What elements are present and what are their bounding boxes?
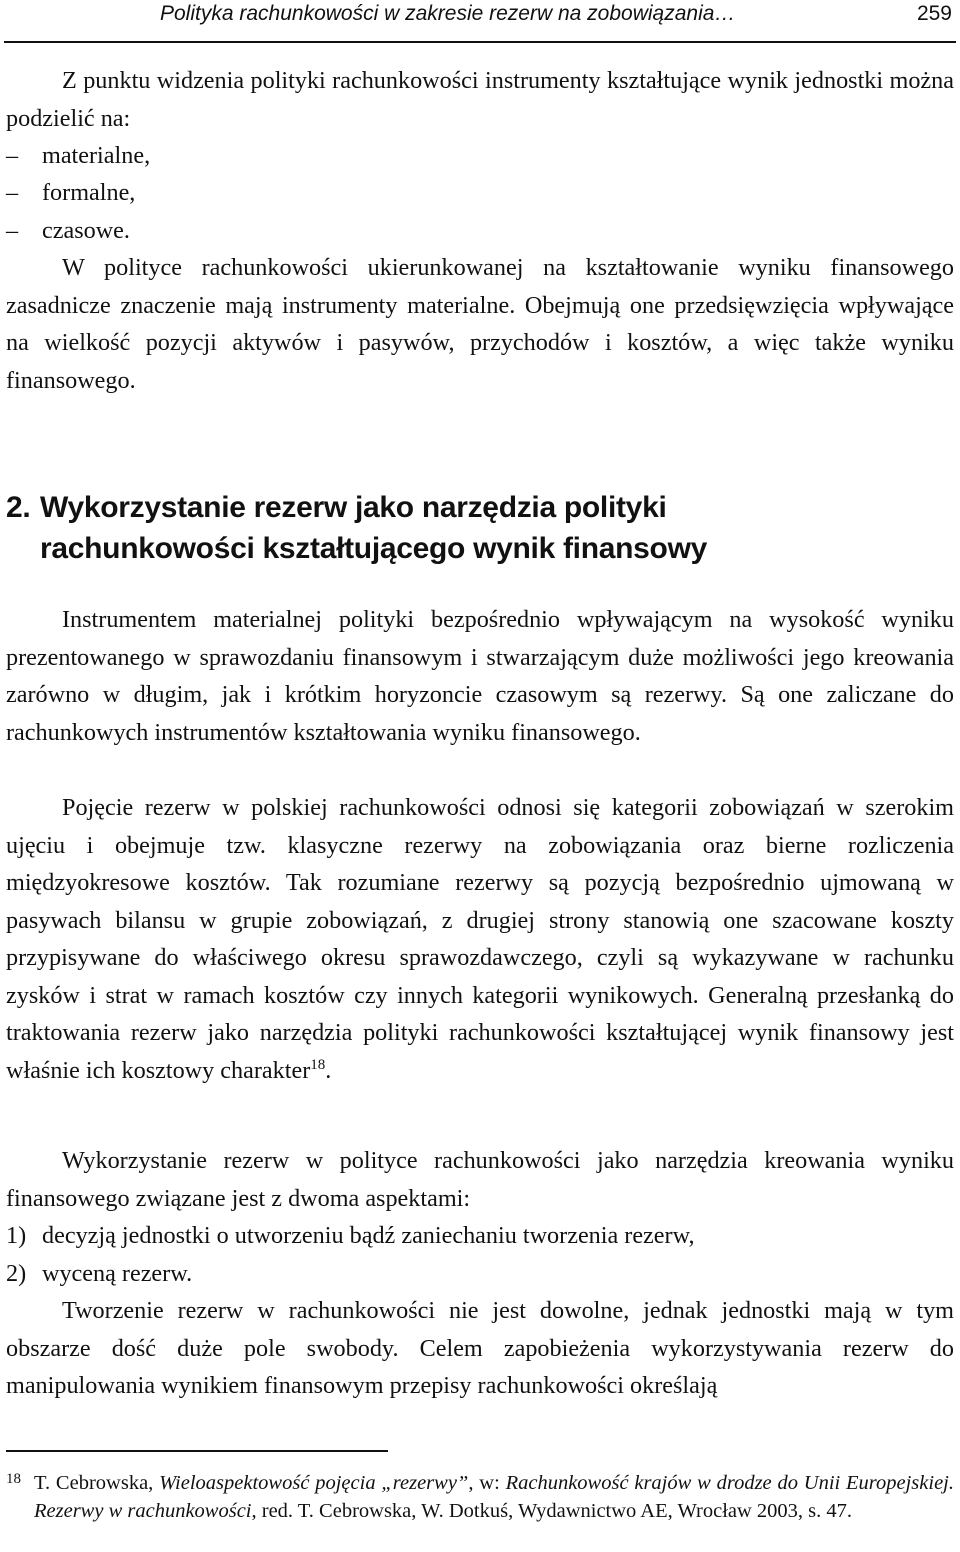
- list-item-text: formalne,: [42, 179, 136, 206]
- footnote: [6, 1470, 954, 1525]
- list-item-text: czasowe.: [42, 217, 130, 244]
- section-number: 2.: [6, 491, 31, 524]
- numbered-item: [6, 1255, 946, 1293]
- footnote-rest: , red. T. Cebrowska, W. Dotkuś, Wydawnictwo AE, Wrocław 2003, s. 47.: [251, 1499, 853, 1522]
- list-item: [6, 137, 946, 175]
- footnote-mark: 18: [6, 1471, 21, 1487]
- list-item: [6, 174, 946, 212]
- item-number: 1): [6, 1222, 27, 1249]
- item-text: wyceną rezerw.: [42, 1260, 193, 1287]
- running-title: Polityka rachunkowości w zakresie rezerw na zobowiązania…: [160, 2, 736, 25]
- paragraph: Tworzenie rezerw w rachunkowości nie jest dowolne, jednak jednostki mają w tym obszarze dość duże pole swobody. Celem zapobieżenia wykorzystywania rezerw do manipulowania wynikiem finansowym przepisy rachunkowości określają: [6, 1297, 954, 1399]
- list-dash: –: [6, 142, 19, 169]
- item-number: 2): [6, 1260, 27, 1287]
- paragraph: W polityce rachunkowości ukierunkowanej na kształtowanie wyniku finansowego zasadnicze znaczenie mają instrumenty materialne. Obejmują one przedsięwzięcia wpływające na wielkość pozycji aktywów i pasywów, przychodów i kosztów, a więc także wyniku finansowego.: [6, 254, 954, 394]
- page-header: [0, 0, 960, 46]
- footnote-source: Rachunkowość krajów w drodze do Unii Europejskiej. Rezerwy w rachunkowości: [34, 1472, 954, 1522]
- paragraph: Wykorzystanie rezerw w polityce rachunkowości jako narzędzia kreowania wyniku finansowego związane jest z dwoma aspektami:: [6, 1147, 954, 1212]
- section-title-line2: rachunkowości kształtującego wynik finansowy: [40, 532, 707, 565]
- footnote-text: [34, 1470, 954, 1525]
- paragraph: [6, 789, 954, 1089]
- list-dash: –: [6, 217, 19, 244]
- list-item: [6, 212, 946, 250]
- paragraph: Instrumentem materialnej polityki bezpośrednio wpływającym na wysokość wyniku prezentowanego w sprawozdaniu finansowym i stwarzającym duże możliwości jego kreowania zarówno w długim, jak i krótkim horyzoncie czasowym są rezerwy. Są one zaliczane do rachunkowych instrumentów kształtowania wyniku finansowego.: [6, 606, 954, 746]
- footnote-title: Wieloaspektowość pojęcia „rezerwy”: [159, 1472, 469, 1494]
- item-text: decyzją jednostki o utworzeniu bądź zaniechaniu tworzenia rezerw,: [42, 1222, 695, 1249]
- header-rule: [4, 41, 956, 43]
- paragraph-text: Pojęcie rezerw w polskiej rachunkowości odnosi się kategorii zobowiązań w szerokim ujęciu i obejmuje tzw. klasyczne rezerwy na zobowiązania oraz bierne rozliczenia międzyokresowe kosztów. Tak rozumiane rezerwy są pozycją bezpośrednio ujmowaną w pasywach bilansu w grupie zobowiązań, z drugiej strony stanowią one szacowane koszty przypisywane do właściwego okresu sprawozdawczego, czyli są wykazywane w rachunku zysków i strat w ramach kosztów czy innych kategorii wynikowych. Generalną przesłanką do traktowania rezerw jako narzędzia polityki rachunkowości kształtującej wynik finansowy jest właśnie ich kosztowy charakter: [6, 794, 954, 1084]
- footnote-author: T. Cebrowska,: [34, 1472, 160, 1494]
- intro-paragraph: Z punktu widzenia polityki rachunkowości instrumenty kształtujące wynik jednostki można podzielić na:: [6, 67, 954, 132]
- list-dash: –: [6, 179, 19, 206]
- paragraph-end: .: [325, 1056, 332, 1084]
- section-title-line1: Wykorzystanie rezerw jako narzędzia polityki: [40, 491, 667, 524]
- footnote-mid: , w:: [468, 1472, 506, 1494]
- section-heading: [6, 487, 954, 569]
- footnote-reference: 18: [310, 1056, 326, 1073]
- page-number: 259: [916, 2, 952, 25]
- list-item-text: materialne,: [42, 142, 151, 169]
- footnote-rule: [6, 1450, 388, 1452]
- numbered-item: [6, 1217, 946, 1255]
